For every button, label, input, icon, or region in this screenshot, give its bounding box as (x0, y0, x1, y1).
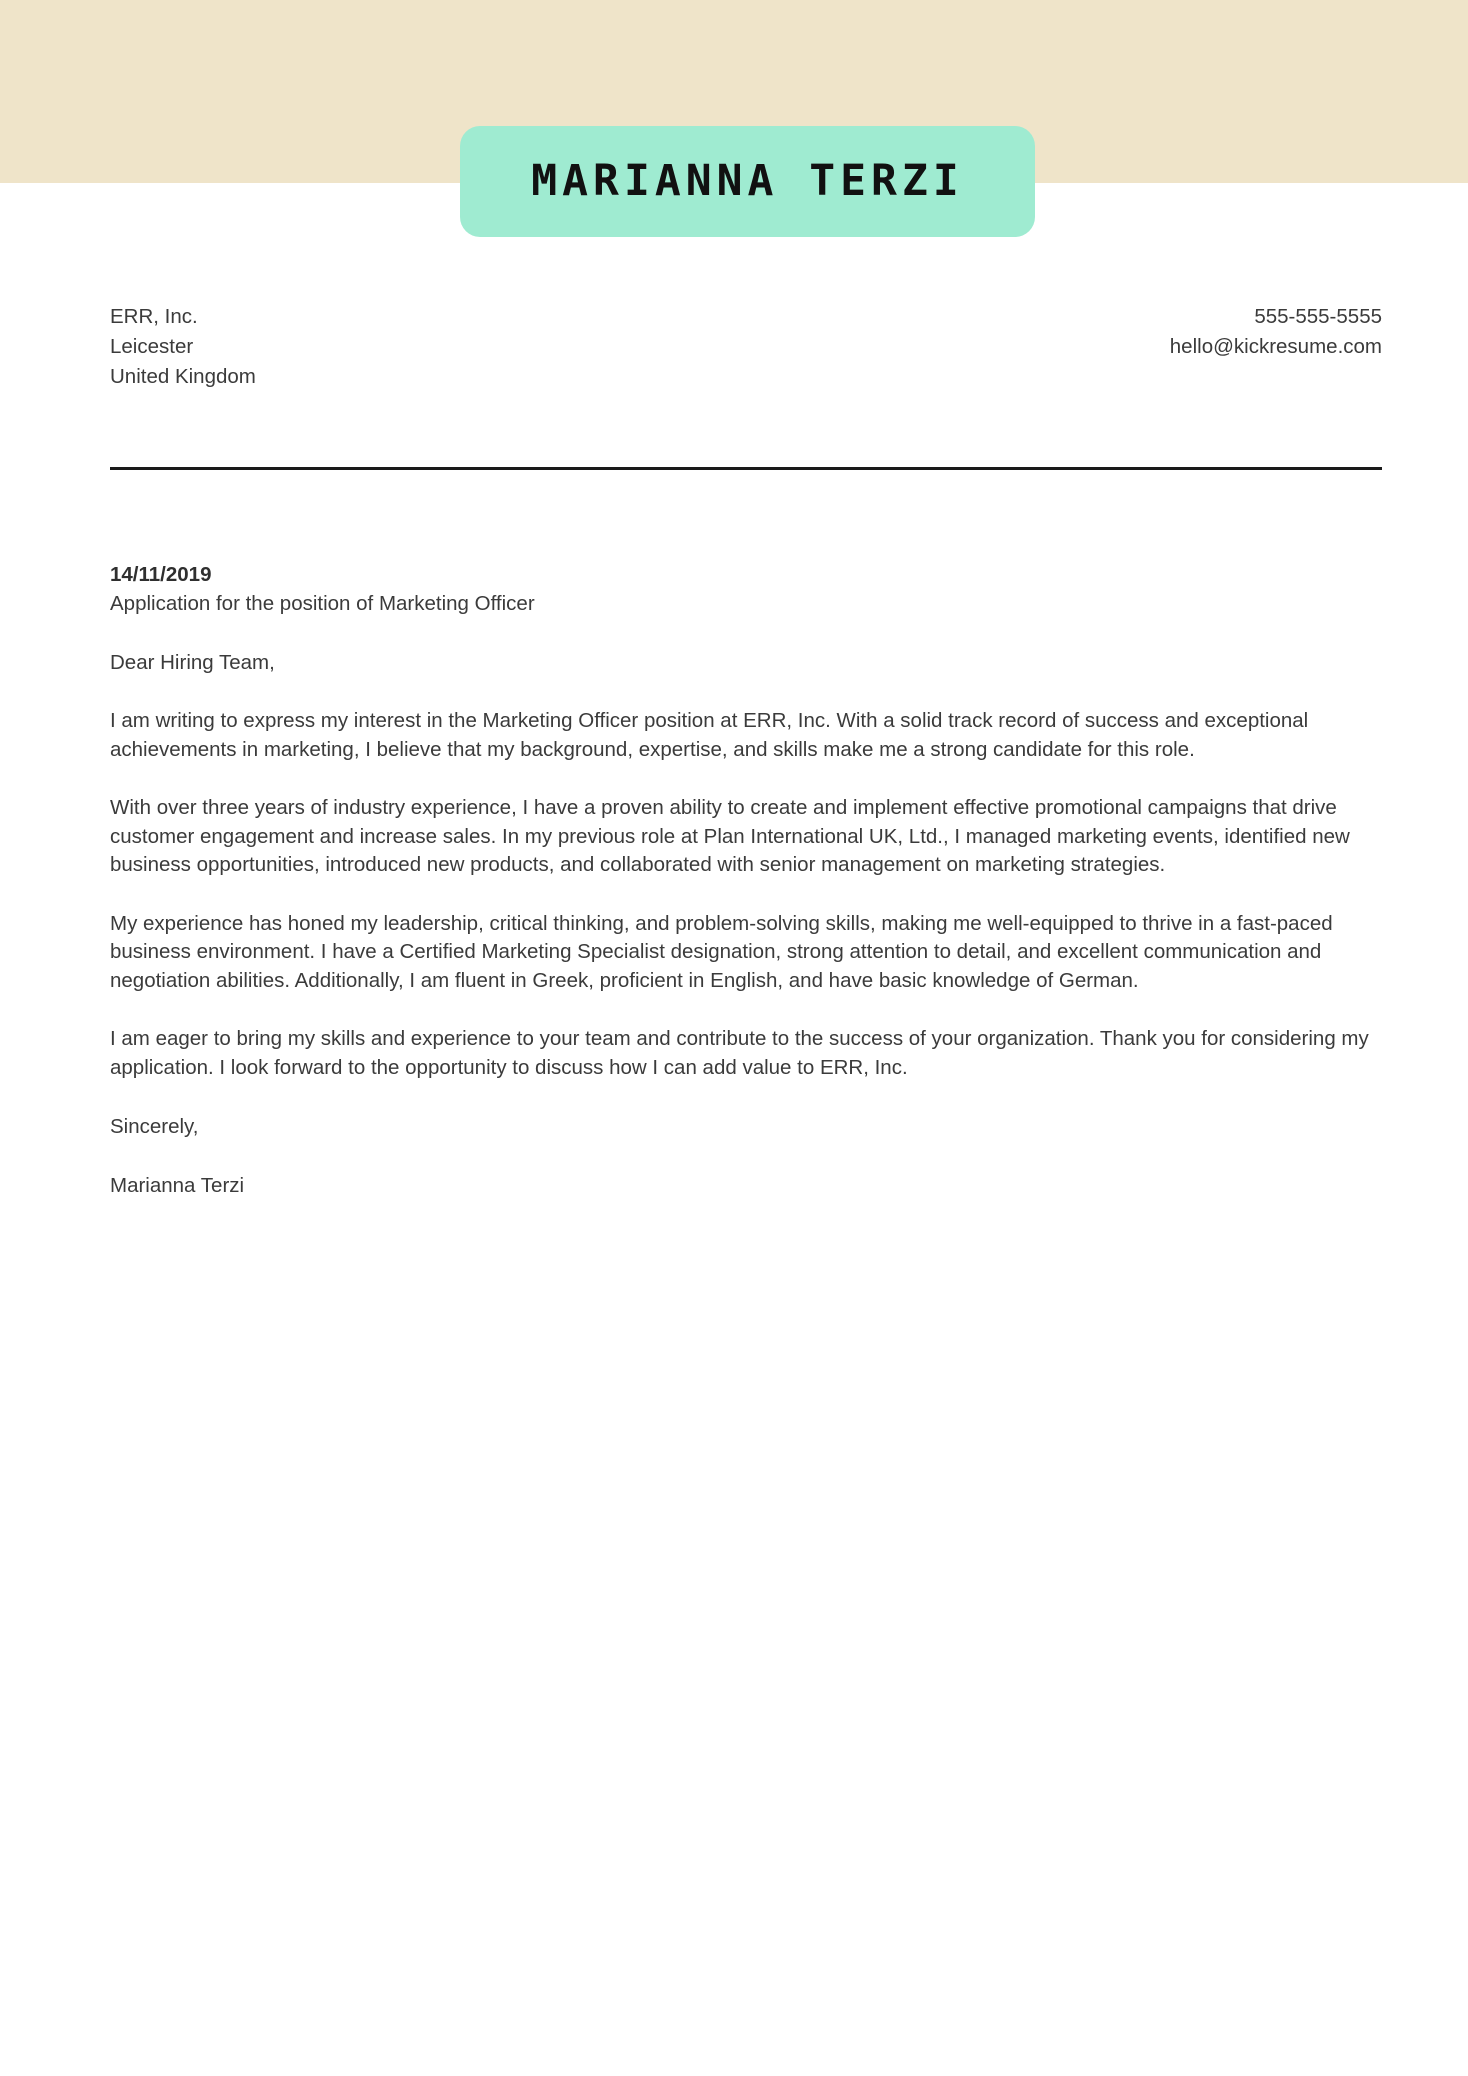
name-banner (460, 126, 1035, 237)
recipient-city: Leicester (110, 335, 194, 358)
page-title: MARIANNA TERZI (531, 156, 964, 206)
sender-contact (1170, 302, 1382, 362)
letter-signature: Marianna Terzi (110, 1174, 245, 1197)
letter-paragraph: I am writing to express my interest in the Marketing Officer position at ERR, Inc. With a solid track record of success and exceptional achievements in marketing, I believe that my background, expertise, and skills make me a strong candidate for this role. (110, 709, 1309, 761)
recipient-country: United Kingdom (110, 365, 256, 388)
letter-date: 14/11/2019 (110, 563, 212, 586)
letter-body (110, 560, 1385, 1200)
letter-subject: Application for the position of Marketing Officer (110, 592, 535, 615)
email-address[interactable]: hello@kickresume.com (1169, 335, 1382, 358)
recipient-company: ERR, Inc. (110, 305, 198, 328)
header-divider (110, 467, 1382, 470)
letter-paragraph: With over three years of industry experience, I have a proven ability to create and implement effective promotional campaigns that drive customer engagement and increase sales. In my previous role at Plan International UK, Ltd., I managed marketing events, identified new business opportunities, introduced new products, and collaborated with senior management on marketing strategies. (110, 796, 1350, 876)
letter-paragraph: My experience has honed my leadership, critical thinking, and problem-solving skills, making me well-equipped to thrive in a fast-paced business environment. I have a Certified Marketing Specialist designation, strong attention to detail, and excellent communication and negotiation abilities. Additionally, I am fluent in Greek, proficient in English, and have basic knowledge of German. (110, 911, 1333, 992)
phone-number: 555-555-5555 (1254, 305, 1382, 328)
contact-row (110, 302, 1382, 392)
letter-salutation: Dear Hiring Team, (110, 651, 275, 674)
recipient-address (110, 302, 256, 392)
letter-closing: Sincerely, (110, 1115, 199, 1138)
letter-paragraph: I am eager to bring my skills and experience to your team and contribute to the success of your organization. Thank you for considering my application. I look forward to the opportunity to discuss how I can add value to ERR, Inc. (110, 1027, 1369, 1079)
